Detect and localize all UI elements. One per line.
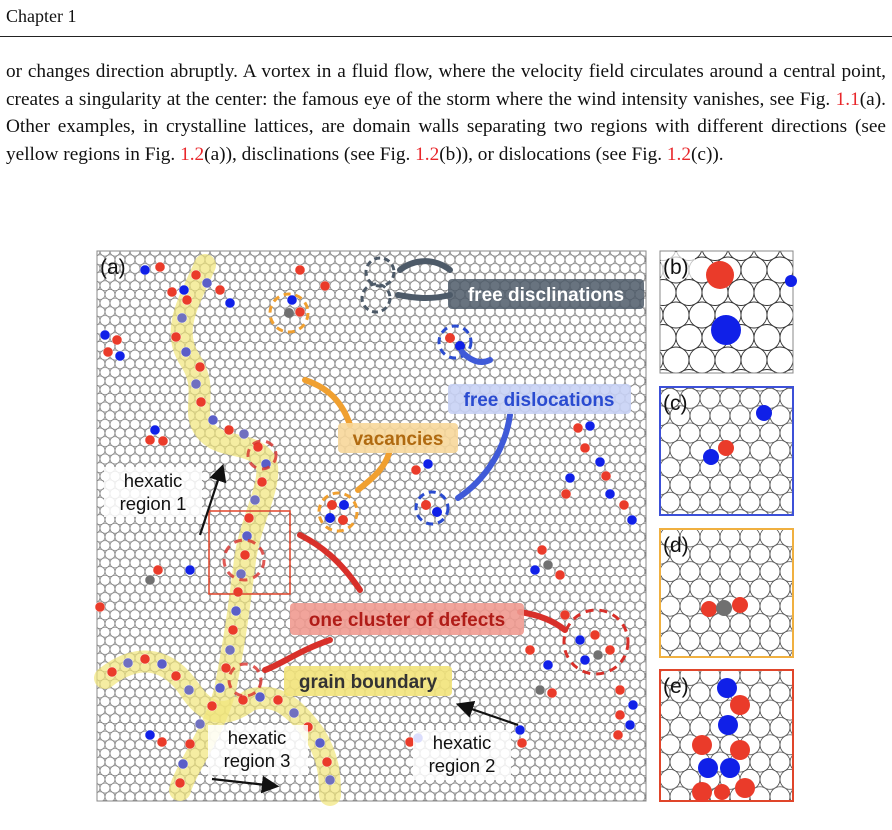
panel-c-label: (c) <box>663 392 688 415</box>
fig-ref-1-2-b[interactable]: 1.2 <box>415 143 440 165</box>
para-text-1: or changes direction abruptly. A vortex in a fluid flow, where the velocity field circulates around a central point, creates a singularity at the center: the famous eye of the storm where the wind intensity vanishes, see Fig. <box>6 61 886 110</box>
tag-one-cluster: one cluster of defects <box>308 610 506 631</box>
hexatic3-line1: hexatic <box>227 727 287 748</box>
tag-vacancies: vacancies <box>352 429 444 450</box>
hexatic1-line1: hexatic <box>123 470 183 491</box>
tag-grain-boundary: grain boundary <box>298 672 438 693</box>
panel-e-label: (e) <box>663 675 689 698</box>
panel-b <box>660 251 797 373</box>
panel-d <box>660 529 793 657</box>
panel-a-label: (a) <box>100 256 126 279</box>
panel-d-label: (d) <box>663 534 689 557</box>
chapter-header: Chapter 1 <box>6 6 77 26</box>
hexatic2-line1: hexatic <box>432 732 492 753</box>
para-text-4: (b)), or dislocations (see Fig. <box>439 143 667 165</box>
panel-e <box>660 670 793 802</box>
hexatic1-line2: region 1 <box>119 493 187 514</box>
tag-free-dislocations: free dislocations <box>463 390 615 411</box>
para-text-5: (c)). <box>690 143 724 165</box>
fig-ref-1-1[interactable]: 1.1 <box>835 88 860 110</box>
para-text-3: (a)), disclinations (see Fig. <box>204 143 416 165</box>
fig-ref-1-2-a[interactable]: 1.2 <box>180 143 205 165</box>
panel-a <box>95 251 646 801</box>
hexatic3-line2: region 3 <box>223 750 291 771</box>
panel-b-label: (b) <box>663 256 689 279</box>
panel-c <box>660 387 793 515</box>
fig-ref-1-2-c[interactable]: 1.2 <box>666 143 691 165</box>
tag-free-disclinations: free disclinations <box>467 285 625 306</box>
hexatic2-line2: region 2 <box>428 755 496 776</box>
para-text-2: (a). Other examples, in crystalline lattices, are domain walls separating two regions with different directions (see yellow regions in Fig. <box>6 88 886 165</box>
